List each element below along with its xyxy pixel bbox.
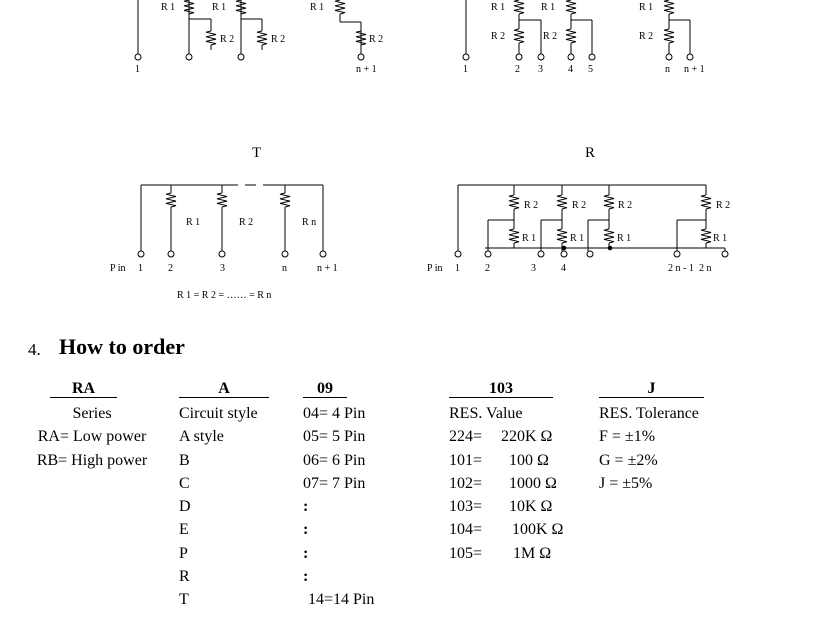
label-r1: R 1: [541, 2, 556, 13]
label-r2: R 2: [543, 31, 558, 42]
label-r2: R 2: [220, 34, 235, 45]
list-item: F = ±1%: [599, 428, 656, 446]
resistor-r2: [206, 31, 216, 45]
pin-label: 5: [588, 64, 593, 75]
label-r1: R 1: [310, 2, 325, 13]
column-header-circuit: A: [179, 380, 269, 398]
list-item: T: [179, 591, 189, 609]
list-item: B: [179, 451, 190, 469]
pin-label: 2 n: [699, 263, 712, 274]
label-r1: R 1: [639, 2, 654, 13]
pin-terminal: [320, 251, 326, 257]
section-number: 4.: [28, 340, 41, 359]
pin-terminal: [538, 54, 544, 60]
pin-terminal: [666, 54, 672, 60]
label-r2: R 2: [572, 200, 587, 211]
pin-terminal: [186, 54, 192, 60]
resistor-r2: [514, 29, 524, 43]
pin-terminal: [538, 251, 544, 257]
resistor-r1: [701, 229, 711, 243]
pin-label: 3: [220, 263, 225, 274]
pin-label: n + 1: [317, 263, 338, 274]
list-item: RB= High power: [36, 451, 148, 469]
pin-terminal: [168, 251, 174, 257]
pin-terminal: [561, 251, 567, 257]
diagram-r-style: [455, 185, 731, 257]
pin-label: n + 1: [684, 64, 705, 75]
pin-label: 3: [538, 64, 543, 75]
list-item: 104= 100K Ω: [449, 521, 564, 539]
column-header-series: RA: [50, 380, 117, 398]
label-r2: R 2: [239, 217, 254, 228]
pin-terminal: [587, 251, 593, 257]
resistor-r2: [509, 195, 519, 209]
pin-prefix-label: P in: [110, 263, 126, 274]
pin-terminal: [568, 54, 574, 60]
label-r1: R 1: [617, 233, 632, 244]
resistor-r1: [335, 0, 345, 14]
pin-label: 1: [455, 263, 460, 274]
pin-label: 1: [138, 263, 143, 274]
resistor-r2: [701, 195, 711, 209]
list-item: Circuit style: [179, 405, 258, 422]
section-title: How to order: [59, 334, 185, 359]
label-r1: R 1: [713, 233, 728, 244]
diagram-t-style: [138, 185, 326, 257]
pin-label: 2: [485, 263, 490, 274]
pin-terminal: [138, 251, 144, 257]
label-r1: R 1: [491, 2, 506, 13]
resistor-r2: [664, 29, 674, 43]
pin-terminal: [135, 54, 141, 60]
resistor-r1: [604, 229, 614, 243]
resistor-r1: [664, 0, 674, 14]
pin-terminal: [485, 251, 491, 257]
equality-note: R 1 = R 2 = …… = R n: [177, 290, 272, 301]
list-item: 06= 6 Pin: [303, 451, 366, 469]
list-item: :: [303, 568, 309, 586]
column-header-pins: 09: [303, 380, 347, 398]
label-r2: R 2: [618, 200, 633, 211]
resistor-r2: [217, 193, 227, 207]
diagram-title-t: T: [252, 145, 262, 161]
list-item: A style: [179, 428, 224, 446]
resistance-column: [449, 402, 563, 565]
pin-label: 2: [515, 64, 520, 75]
list-item: 103= 10K Ω: [449, 498, 553, 516]
pin-label: n + 1: [356, 64, 377, 75]
pin-label: 3: [531, 263, 536, 274]
pin-terminal: [238, 54, 244, 60]
pin-label: n: [665, 64, 670, 75]
pin-terminal: [463, 54, 469, 60]
list-item: RES. Tolerance: [599, 405, 699, 422]
list-item: E: [179, 521, 189, 539]
resistor-r2: [566, 29, 576, 43]
resistor-r1: [566, 0, 576, 14]
pin-terminal: [516, 54, 522, 60]
list-item: RA= Low power: [37, 428, 147, 446]
list-item: 05= 5 Pin: [303, 428, 366, 446]
pin-terminal: [687, 54, 693, 60]
circuit-column: [179, 402, 258, 612]
label-r1: R 1: [186, 217, 201, 228]
pins-column: [303, 402, 374, 612]
resistor-r1: [184, 0, 194, 14]
series-column: [22, 402, 162, 472]
list-item: 102= 1000 Ω: [449, 474, 557, 492]
label-r2: R 2: [491, 31, 506, 42]
resistor-r1: [166, 193, 176, 207]
resistor-r2: [557, 195, 567, 209]
resistor-r1: [514, 0, 524, 14]
list-item: :: [303, 544, 309, 562]
pin-terminal: [282, 251, 288, 257]
label-r2: R 2: [716, 200, 731, 211]
label-r1: R 1: [522, 233, 537, 244]
pin-terminal: [722, 251, 728, 257]
resistor-r1: [509, 229, 519, 243]
list-item: D: [179, 498, 191, 516]
list-item: 105= 1M Ω: [449, 544, 552, 562]
resistor-r2: [356, 31, 366, 45]
list-item: 224= 220K Ω: [449, 428, 553, 446]
resistor-r1: [236, 0, 246, 14]
pin-terminal: [358, 54, 364, 60]
list-item: 101= 100 Ω: [449, 451, 549, 469]
list-item: Series: [72, 405, 112, 422]
pin-terminal: [674, 251, 680, 257]
pin-label: 1: [463, 64, 468, 75]
pin-terminal: [589, 54, 595, 60]
resistor-r2: [257, 31, 267, 45]
list-item: :: [303, 498, 309, 516]
tolerance-column: [599, 402, 699, 495]
list-item: 04= 4 Pin: [303, 405, 366, 422]
pin-prefix-label: P in: [427, 263, 443, 274]
resistor-rn: [280, 193, 290, 207]
list-item: P: [179, 544, 188, 562]
resistor-r1: [557, 229, 567, 243]
pin-terminal: [219, 251, 225, 257]
label-r2: R 2: [271, 34, 286, 45]
label-r2: R 2: [369, 34, 384, 45]
pin-label: n: [282, 263, 287, 274]
pin-label: 4: [568, 64, 573, 75]
list-item: G = ±2%: [599, 451, 658, 469]
label-r1: R 1: [570, 233, 585, 244]
column-header-tolerance: J: [599, 380, 704, 398]
list-item: RES. Value: [449, 405, 523, 422]
pin-label: 2: [168, 263, 173, 274]
list-item: J = ±5%: [599, 474, 653, 492]
label-r2: R 2: [524, 200, 539, 211]
resistor-r2: [604, 195, 614, 209]
list-item: R: [179, 568, 190, 586]
list-item: C: [179, 474, 190, 492]
pin-label: 1: [135, 64, 140, 75]
list-item: :: [303, 521, 309, 539]
label-r2: R 2: [639, 31, 654, 42]
diagram-title-r: R: [585, 145, 596, 161]
pin-label: 4: [561, 263, 566, 274]
list-item: 14=14 Pin: [308, 591, 375, 609]
label-r1: R 1: [212, 2, 227, 13]
pin-label: 2 n - 1: [668, 263, 694, 274]
pin-terminal: [455, 251, 461, 257]
label-rn: R n: [302, 217, 317, 228]
label-r1: R 1: [161, 2, 176, 13]
list-item: 07= 7 Pin: [303, 474, 366, 492]
column-header-resistance: 103: [449, 380, 553, 398]
